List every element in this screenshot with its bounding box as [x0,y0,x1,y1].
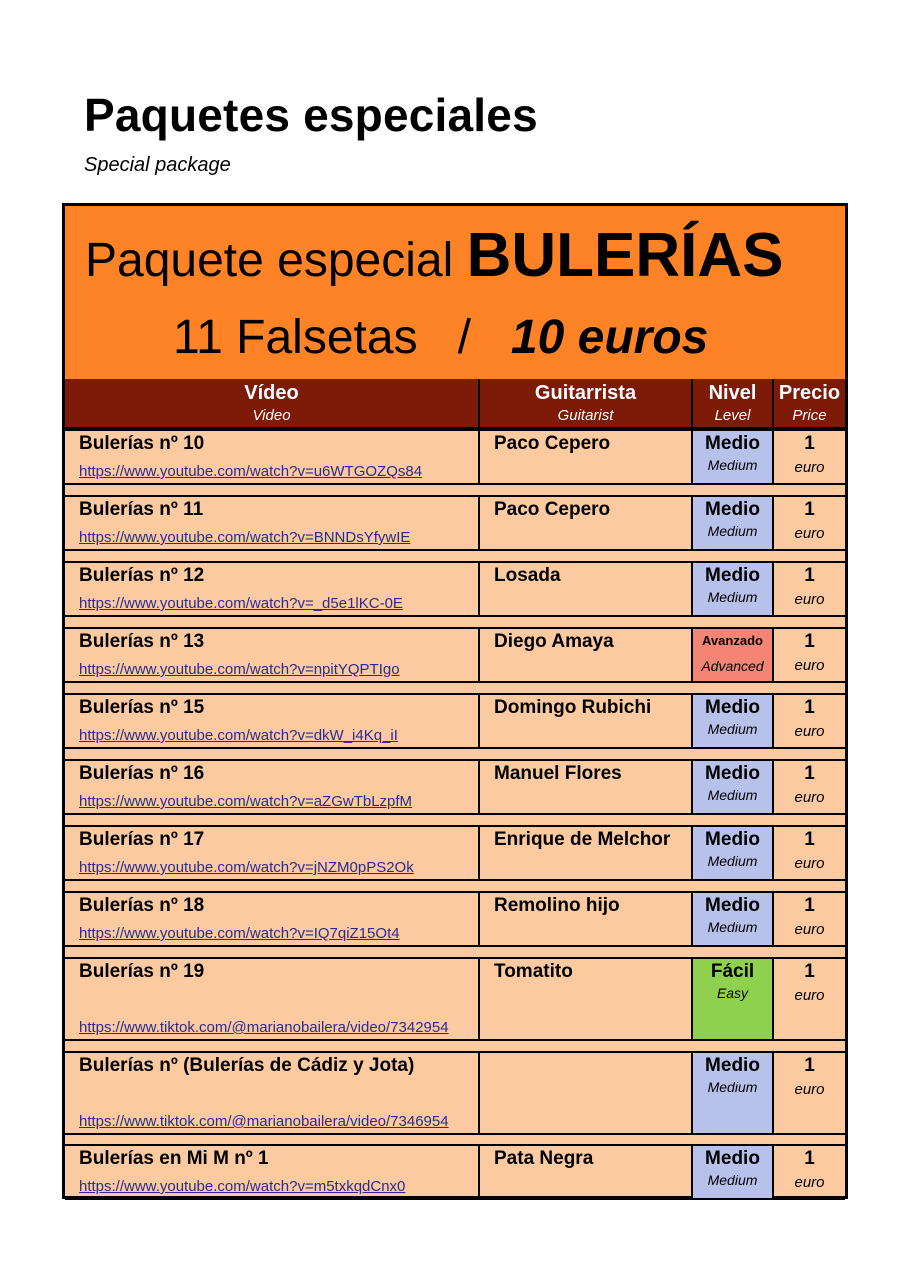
level-cell [693,563,774,615]
price-cell [774,497,845,549]
level-label: Avanzado [702,633,763,648]
table-row [65,495,845,551]
table-row [65,561,845,617]
guitarist-cell [480,431,693,483]
level-cell [693,1053,774,1133]
level-label-en: Medium [707,919,758,935]
banner-offer [173,310,708,365]
video-cell [65,1053,480,1133]
level-cell [693,893,774,945]
guitarist-name: Domingo Rubichi [494,697,652,718]
level-cell [693,497,774,549]
price-value: 1 [804,631,815,652]
price-unit: euro [794,855,825,872]
falseta-title: Bulerías en Mi M nº 1 [79,1148,269,1169]
video-cell [65,761,480,813]
table-row [65,627,845,683]
falseta-title: Bulerías nº 18 [79,895,205,916]
price-unit: euro [794,591,825,608]
video-cell [65,431,480,483]
video-link[interactable]: https://www.tiktok.com/@marianobailera/video/7346954 [79,1113,449,1130]
table-row [65,429,845,485]
price-unit: euro [794,723,825,740]
level-label-en: Medium [707,721,758,737]
guitarist-name: Remolino hijo [494,895,620,916]
guitarist-name: Tomatito [494,961,573,982]
banner-separator: / [457,311,471,364]
table-row [65,1144,845,1200]
level-label-en: Medium [707,457,758,473]
guitarist-name: Paco Cepero [494,499,611,520]
guitarist-cell [480,893,693,945]
level-label-en: Advanced [701,658,764,674]
video-link[interactable]: https://www.youtube.com/watch?v=IQ7qiZ15Ot4 [79,925,400,942]
header-guitarist: Guitarrista Guitarist [480,379,693,427]
package-banner [65,206,845,381]
level-cell [693,1146,774,1198]
header-level: Nivel Level [693,379,774,427]
price-cell [774,827,845,879]
falseta-title: Bulerías nº 16 [79,763,205,784]
level-label: Medio [705,763,760,784]
page-subtitle: Special package [84,154,231,176]
level-label: Medio [705,1148,760,1169]
package-table [62,203,848,1199]
guitarist-name: Losada [494,565,561,586]
price-value: 1 [804,961,815,982]
video-cell [65,1146,480,1198]
video-link[interactable]: https://www.youtube.com/watch?v=m5txkqdCnx0 [79,1178,406,1195]
table-row [65,825,845,881]
level-label: Medio [705,499,760,520]
video-link[interactable]: https://www.youtube.com/watch?v=aZGwTbLzpfM [79,793,413,810]
level-label: Medio [705,697,760,718]
level-label: Medio [705,565,760,586]
price-value: 1 [804,565,815,586]
falseta-title: Bulerías nº (Bulerías de Cádiz y Jota) [79,1055,415,1076]
price-value: 1 [804,763,815,784]
level-cell [693,431,774,483]
video-cell [65,563,480,615]
table-row [65,759,845,815]
table-header [65,379,845,429]
falseta-title: Bulerías nº 11 [79,499,204,520]
video-link[interactable]: https://www.youtube.com/watch?v=_d5e1lKC-0E [79,595,403,612]
price-cell [774,1146,845,1198]
price-cell [774,1053,845,1133]
falseta-title: Bulerías nº 10 [79,433,205,454]
level-label-en: Medium [707,1172,758,1188]
video-link[interactable]: https://www.youtube.com/watch?v=jNZM0pPS2Ok [79,859,414,876]
level-label: Medio [705,433,760,454]
price-unit: euro [794,1174,825,1191]
guitarist-cell [480,827,693,879]
guitarist-name: Pata Negra [494,1148,594,1169]
price-value: 1 [804,697,815,718]
price-cell [774,695,845,747]
falseta-title: Bulerías nº 15 [79,697,205,718]
level-label: Medio [705,1055,760,1076]
banner-style-name: BULERÍAS [466,221,784,290]
level-label: Medio [705,895,760,916]
video-link[interactable]: https://www.tiktok.com/@marianobailera/video/7342954 [79,1019,449,1036]
guitarist-cell [480,497,693,549]
page-title: Paquetes especiales [84,89,538,141]
table-row [65,1051,845,1135]
price-cell [774,563,845,615]
level-label: Fácil [710,961,755,982]
price-cell [774,893,845,945]
video-cell [65,695,480,747]
table-row [65,693,845,749]
guitarist-cell [480,629,693,681]
guitarist-name: Paco Cepero [494,433,611,454]
guitarist-cell [480,959,693,1039]
guitarist-name: Enrique de Melchor [494,829,671,850]
price-value: 1 [804,1148,815,1169]
guitarist-cell [480,1053,693,1133]
level-label: Medio [705,829,760,850]
price-unit: euro [794,657,825,674]
guitarist-name: Manuel Flores [494,763,622,784]
guitarist-cell [480,1146,693,1198]
price-value: 1 [804,895,815,916]
falseta-title: Bulerías nº 13 [79,631,205,652]
video-cell [65,497,480,549]
level-cell [693,959,774,1039]
price-value: 1 [804,433,815,454]
falseta-title: Bulerías nº 12 [79,565,205,586]
price-cell [774,761,845,813]
guitarist-cell [480,761,693,813]
level-cell [693,629,774,681]
price-unit: euro [794,525,825,542]
video-link[interactable]: https://www.youtube.com/watch?v=npitYQPTIgo [79,661,400,678]
price-value: 1 [804,499,815,520]
video-cell [65,893,480,945]
price-cell [774,431,845,483]
header-video: Vídeo Video [65,379,480,427]
price-value: 1 [804,829,815,850]
price-unit: euro [794,789,825,806]
price-unit: euro [794,987,825,1004]
guitarist-name: Diego Amaya [494,631,614,652]
banner-heading [85,220,784,291]
guitarist-cell [480,695,693,747]
level-label-en: Medium [707,853,758,869]
level-cell [693,827,774,879]
level-cell [693,695,774,747]
price-unit: euro [794,459,825,476]
video-link[interactable]: https://www.youtube.com/watch?v=dkW_i4Kq_iI [79,727,398,744]
banner-price: 10 euros [510,311,709,364]
level-label-en: Medium [707,523,758,539]
level-cell [693,761,774,813]
banner-count: 11 Falsetas [173,311,418,364]
table-row [65,891,845,947]
price-cell [774,959,845,1039]
price-unit: euro [794,1081,825,1098]
level-label-en: Medium [707,589,758,605]
price-cell [774,629,845,681]
header-price: Precio Price [778,382,841,424]
video-link[interactable]: https://www.youtube.com/watch?v=u6WTGOZQs84 [79,463,423,480]
level-label-en: Medium [707,787,758,803]
video-link[interactable]: https://www.youtube.com/watch?v=BNNDsYfywIE [79,529,411,546]
level-label-en: Medium [707,1079,758,1095]
price-unit: euro [794,921,825,938]
falseta-title: Bulerías nº 17 [79,829,205,850]
video-cell [65,959,480,1039]
video-cell [65,629,480,681]
table-row [65,957,845,1041]
video-cell [65,827,480,879]
falseta-title: Bulerías nº 19 [79,961,205,982]
level-label-en: Easy [716,985,749,1001]
price-value: 1 [804,1055,815,1076]
guitarist-cell [480,563,693,615]
banner-prefix: Paquete especial [85,234,454,287]
